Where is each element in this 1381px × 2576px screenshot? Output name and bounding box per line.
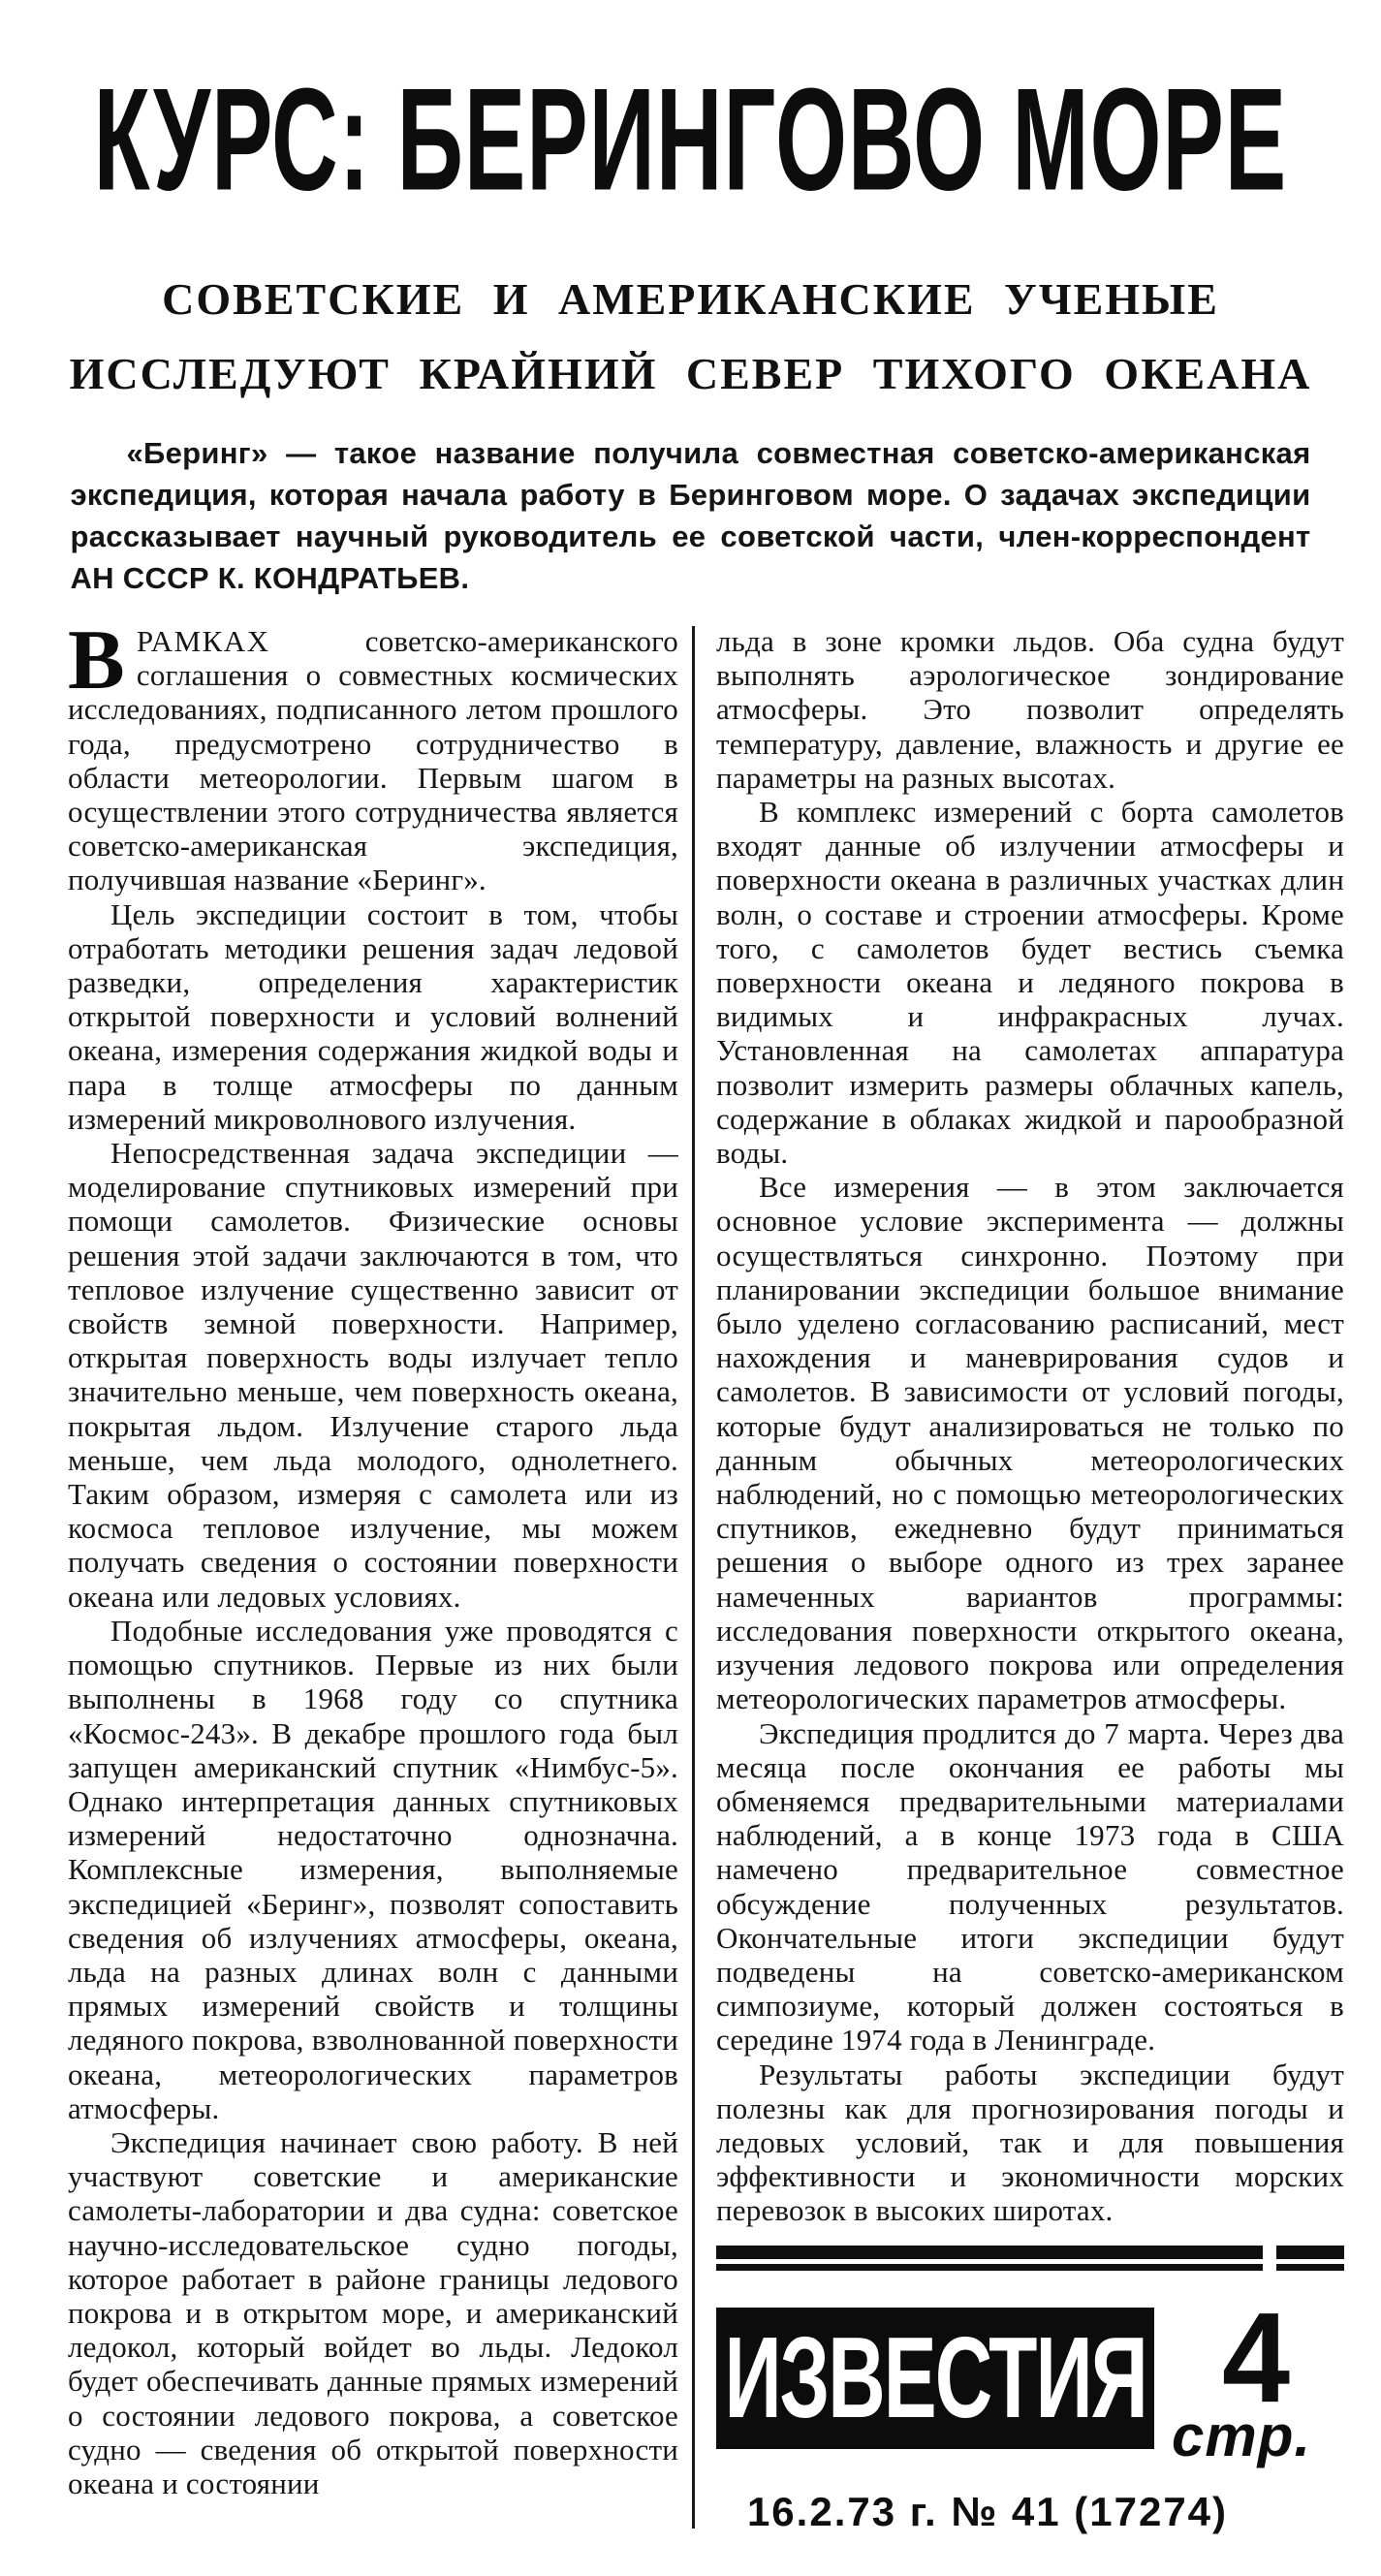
page-title: КУРС: БЕРИНГОВО МОРЕ xyxy=(93,56,1288,221)
lead-paragraph: «Беринг» — такое название получила совместная советско-американская экспедиция, которая начала работу в Беринговом море. О задачах экспедиции рассказывает научный руководитель ее советской части, член-корреспондент АН СССР К. КОНДРАТЬЕВ. xyxy=(70,436,1311,595)
article-paragraph: В комплекс измерений с борта самолетов входят данные об излучении атмосферы и поверхности океана в различных участках длин волн, о составе и строении атмосферы. Кроме того, с самолетов будет вестись съемка поверхности океана и ледяного покрова в видимых и инфракрасных лучах. Установленная на самолетах аппаратура позволит измерить размеры облачных капель, содержание в облаках жидкой и парообразной воды. xyxy=(716,795,1344,1171)
article-paragraph: Экспедиция продлится до 7 марта. Через два месяца после окончания ее работы мы обменяемся предварительными материалами наблюдений, а в конце 1973 года в США намечено предварительное совместное обсуждение полученных результатов. Окончательные итоги экспедиции будут подведены на советско-американском симпозиуме, который должен состояться в середине 1974 года в Ленинграде. xyxy=(716,1715,1344,2058)
article-right-column-text xyxy=(716,624,1344,2228)
newspaper-logo xyxy=(716,2308,1154,2449)
article-right-column xyxy=(716,624,1344,2534)
column-divider-rule xyxy=(692,626,695,2529)
subtitle-line-1: СОВЕТСКИЕ И АМЕРИКАНСКИЕ УЧЕНЫЕ xyxy=(162,274,1219,324)
page-number-block xyxy=(1172,2285,1312,2468)
headline-wrap xyxy=(0,56,1381,236)
footer-rule-thin xyxy=(716,2264,1344,2271)
subtitle xyxy=(0,262,1381,411)
article-left-column xyxy=(68,613,678,2529)
page-number: 4 xyxy=(1222,2285,1291,2430)
article-paragraph: Непосредственная задача экспедиции — моделирование спутниковых измерений при помощи самолетов. Физические основы решения этой задачи заключаются в том, что тепловое излучение существенно зависит от свойств земной поверхности. Например, открытая поверхность воды излучает тепло значительно меньше, чем поверхность океана, покрытая льдом. Излучение старого льда меньше, чем льда молодого, однолетнего. Таким образом, измеряя с самолета или из космоса тепловое излучение, мы можем получать сведения о состоянии поверхности океана или ледовых условиях. xyxy=(68,1136,678,1614)
footer-rule-thin-main xyxy=(716,2264,1263,2271)
article-paragraph: льда в зоне кромки льдов. Оба судна будут выполнять аэрологическое зондирование атмосферы. Это позволит определять температуру, давление, влажность и другие ее параметры на разных высотах. xyxy=(716,624,1344,795)
article-paragraph: ВРАМКАХ советско-американского соглашения о совместных космических исследованиях, подписанного летом прошлого года, предусмотрено сотрудничество в области метеорологии. Первым шагом в осуществлении этого сотрудничества является советско-американская экспедиция, получившая название «Беринг». xyxy=(68,613,678,897)
footer-rule-thick-main xyxy=(716,2246,1263,2259)
dropcap-letter: В xyxy=(68,613,125,707)
footer-rule-thick xyxy=(716,2246,1344,2259)
page-number-label: стр. xyxy=(1172,2403,1312,2468)
masthead-footer xyxy=(716,2246,1344,2534)
subtitle-line-2: ИССЛЕДУЮТ КРАЙНИЙ СЕВЕР ТИХОГО ОКЕАНА xyxy=(69,349,1312,398)
article-body xyxy=(0,613,1381,2534)
newspaper-logo-text: ИЗВЕСТИЯ xyxy=(724,2311,1146,2442)
article-paragraph: Цель экспедиции состоит в том, чтобы отработать методики решения задач ледовой разведки, определения характеристик открытой поверхности и условий волнений океана, измерения содержания жидкой воды и пара в толще атмосферы по данным измерений микроволнового излучения. xyxy=(68,896,678,1136)
footer-rule-thick-end xyxy=(1276,2246,1344,2259)
article-paragraph: Подобные исследования уже проводятся с помощью спутников. Первые из них были выполнены в 1968 году со спутника «Космос-243». В декабре прошлого года был запущен американский спутник «Нимбус-5». Однако интерпретация данных спутниковых измерений недостаточно однозначна. Комплексные измерения, выполняемые экспедицией «Беринг», позволят сопоставить сведения об излучениях атмосферы, океана, льда на разных длинах волн с данными прямых измерений свойств и толщины ледяного покрова, взволнованной поверхности океана, метеорологических параметров атмосферы. xyxy=(68,1613,678,2125)
article-paragraph: Все измерения — в этом заключается основное условие эксперимента — должны осуществляться синхронно. Поэтому при планировании экспедиции большое внимание было уделено согласованию расписаний, мест нахождения и маневрирования судов и самолетов. В зависимости от условий погоды, которые будут анализироваться не только по данным обычных метеорологических наблюдений, но с помощью метеорологических спутников, ежедневно будут приниматься решения о выборе одного из трех заранее намеченных вариантов программы: исследования поверхности открытого океана, изучения ледового покрова или определения метеорологических параметров атмосферы. xyxy=(716,1170,1344,1716)
article-paragraph: Экспедиция начинает свою работу. В ней участвуют советские и американские самолеты-лаборатории и два судна: советское научно-исследовательское судно погоды, которое работает в районе границы ледового покрова и в открытом море, и американский ледокол, который войдет во льды. Ледокол будет обеспечивать данные прямых измерений о состоянии ледового покрова, а советское судно — сведения об открытой поверхности океана и состоянии xyxy=(68,2124,678,2500)
article-paragraph: Результаты работы экспедиции будут полезны как для прогнозирования погоды и ледовых условий, так и для повышения эффективности и экономичности морских перевозок в высоких широтах. xyxy=(716,2057,1344,2228)
footer-rule-thin-end xyxy=(1276,2264,1344,2271)
issue-date-line: 16.2.73 г. № 41 (17274) xyxy=(746,2488,1229,2534)
paragraph-lead-in: РАМКАХ xyxy=(136,624,365,658)
newspaper-logo-row xyxy=(716,2285,1344,2468)
